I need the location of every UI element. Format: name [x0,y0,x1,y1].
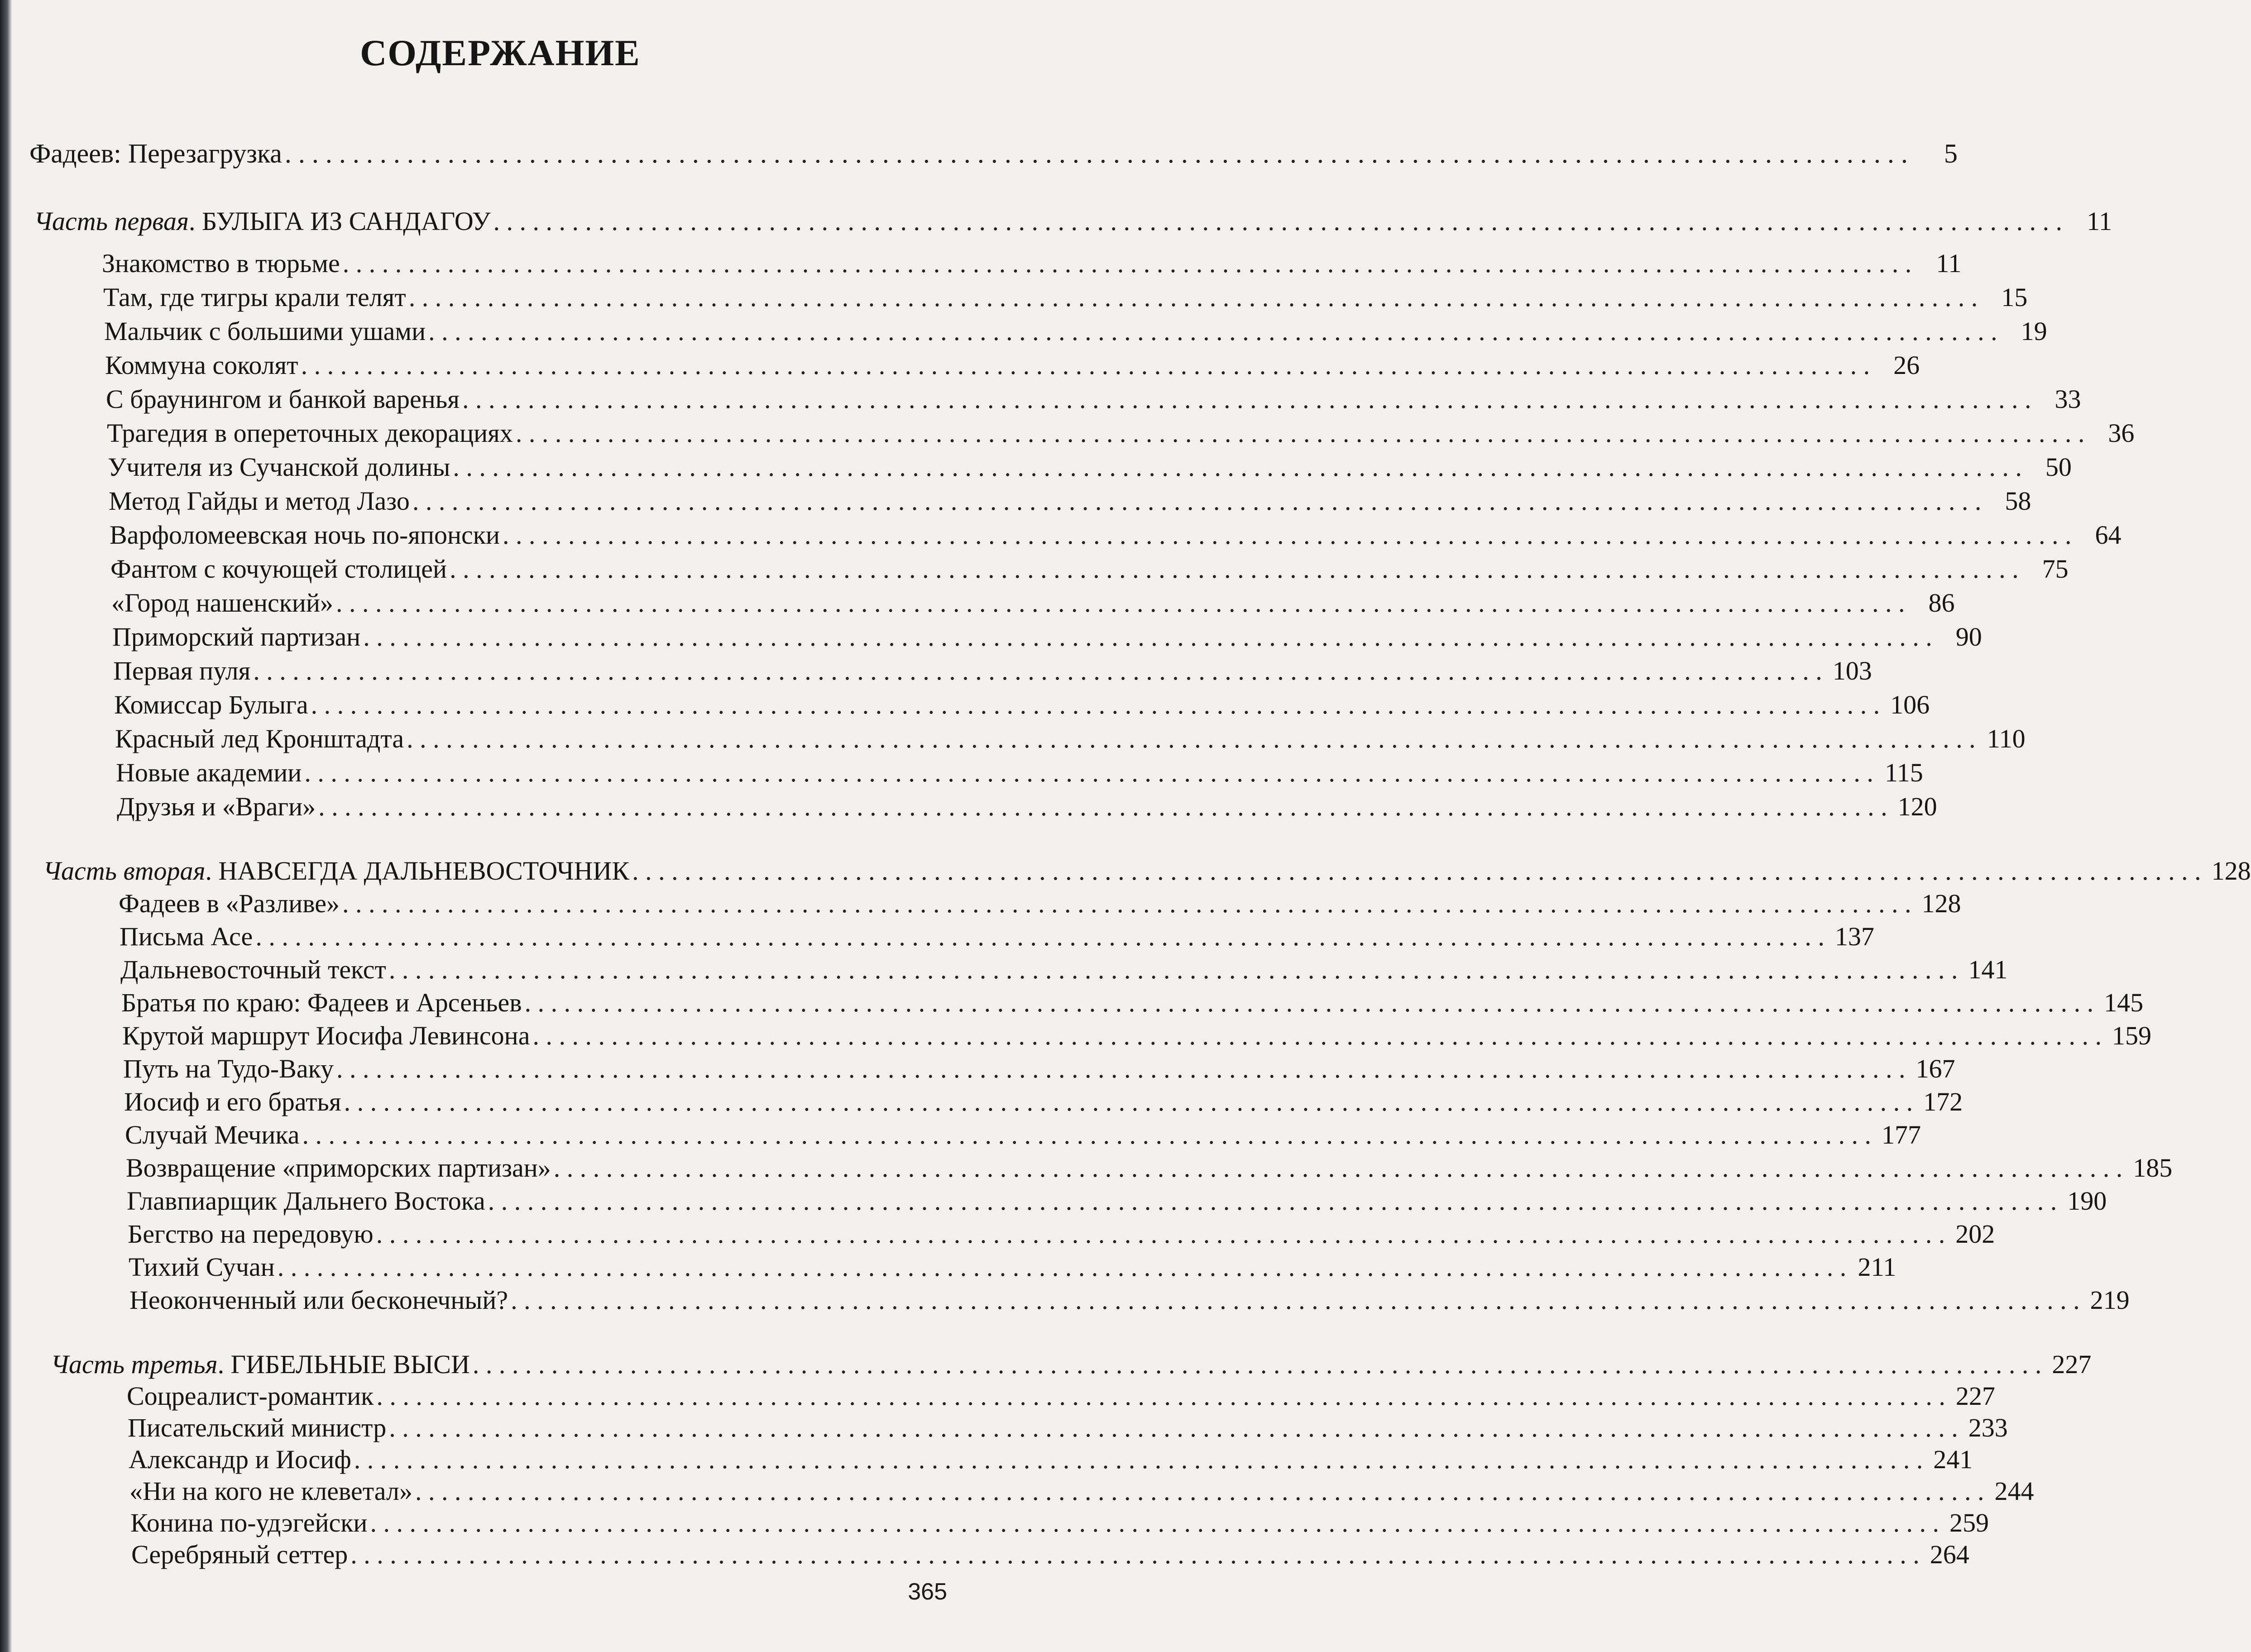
toc-entry [131,1539,1969,1570]
entry-title: Соцреалист-романтик [127,1381,374,1411]
page-number: 219 [2090,1285,2130,1315]
toc-entry [129,1252,1897,1282]
entry-title: Первая пуля [113,656,251,685]
page-number: 137 [1834,922,1874,951]
toc-entry [127,1381,1995,1411]
toc-entry [110,554,2069,584]
toc-entry [110,520,2122,550]
entry-title: Тихий Сучан [129,1252,275,1282]
part-title: БУЛЫГА ИЗ САНДАГОУ [201,206,491,236]
page-number: 227 [1955,1381,1995,1411]
dot-leader: . . . . . . . . . . . . . . . . . . . . . . . . . . . . . . . . . . . . . . . . . . . . . . . . . . . . . . . . . . . . . . . . . . . . . . . . . . . . . . . . . . . . . . . . . . . . . . . . . . . . . . . . . . . . . . . . . . . . . . . . [253,656,1822,685]
dot-leader: . . . . . . . . . . . . . . . . . . . . . . . . . . . . . . . . . . . . . . . . . . . . . . . . . . . . . . . . . . . . . . . . . . . . . . . . . . . . . . . . . . . . . . . . . . . . . . . . . . . . . . . . . . . . . . . . . . . . . . . . [318,792,1887,821]
page-number: 167 [1916,1054,1955,1083]
dot-leader: . . . . . . . . . . . . . . . . . . . . . . . . . . . . . . . . . . . . . . . . . . . . . . . . . . . . . . . . . . . . . . . . . . . . . . . . . . . . . . . . . . . . . . . . . . . . . . . . . . . . . . . . . . . . . . . . . . . . . . . . [412,486,1982,516]
page-number: 58 [2005,486,2031,516]
entry-title: Бегство на передовую [128,1219,374,1249]
dot-leader: . . . . . . . . . . . . . . . . . . . . . . . . . . . . . . . . . . . . . . . . . . . . . . . . . . . . . . . . . . . . . . . . . . . . . . . . . . . . . . . . . . . . . . . . . . . . . . . . . . . . . . . . . . . . . . . . . . . . . . . . [336,1054,1906,1083]
entry-title: Братья по краю: Фадеев и Арсеньев [121,988,522,1017]
page-number: 211 [1858,1252,1897,1282]
entry-title: С браунингом и банкой варенья [106,384,460,414]
dot-leader: . . . . . . . . . . . . . . . . . . . . . . . . . . . . . . . . . . . . . . . . . . . . . . . . . . . . . . . . . . . . . . . . . . . . . . . . . . . . . . . . . . . . . . . . . . . . . . . . . . . . . . . . . . . . . . . . . . . . . . . . [511,1285,2080,1315]
dot-leader: . . . . . . . . . . . . . . . . . . . . . . . . . . . . . . . . . . . . . . . . . . . . . . . . . . . . . . . . . . . . . . . . . . . . . . . . . . . . . . . . . . . . . . . . . . . . . . . . . . . . . . . . . . . . . . . . . . . . . . . . [255,922,1825,951]
page-number: 64 [2095,520,2122,550]
page-number: 233 [1968,1413,2008,1442]
dot-leader: . . . . . . . . . . . . . . . . . . . . . . . . . . . . . . . . . . . . . . . . . . . . . . . . . . . . . . . . . . . . . . . . . . . . . . . . . . . . . . . . . . . . . . . . . . . . . . . . . . . . . . . . . . . . . . . . . . . . . . . . [302,1120,1871,1149]
toc-entry [125,1120,1921,1150]
dot-leader: . . . . . . . . . . . . . . . . . . . . . . . . . . . . . . . . . . . . . . . . . . . . . . . . . . . . . . . . . . . . . . . . . . . . . . . . . . . . . . . . . . . . . . . . . . . . . . . . . . . . . . . . . . . . . . . . . . . . . . . . [515,418,2085,448]
dot-leader: . . . . . . . . . . . . . . . . . . . . . . . . . . . . . . . . . . . . . . . . . . . . . . . . . . . . . . . . . . . . . . . . . . . . . . . . . . . . . . . . . . . . . . . . . . . . . . . . . . . . . . . . . . . . . . . . . . . . . . . . [370,1508,1939,1537]
dot-leader: . . . . . . . . . . . . . . . . . . . . . . . . . . . . . . . . . . . . . . . . . . . . . . . . . . . . . . . . . . . . . . . . . . . . . . . . . . . . . . . . . . . . . . . . . . . . . . . . . . . . . . . . . . . . . . . . . . . . . . . . [462,384,2031,414]
dot-leader: . . . . . . . . . . . . . . . . . . . . . . . . . . . . . . . . . . . . . . . . . . . . . . . . . . . . . . . . . . . . . . . . . . . . . . . . . . . . . . . . . . . . . . . . . . . . . . . . . . . . . . . . . . . . . . . . . . . . . . . . [553,1153,2123,1183]
toc-entry [120,921,1874,952]
toc-entry [127,1186,2107,1216]
entry-title: Друзья и «Враги» [117,792,316,821]
page-number: 86 [1928,588,1955,618]
part-title: ГИБЕЛЬНЫЕ ВЫСИ [230,1350,470,1379]
page-number: 103 [1832,656,1872,685]
toc-entry [103,282,2028,312]
page-number: 33 [2055,384,2081,414]
entry-title: Комиссар Булыга [114,690,308,719]
page-number: 50 [2045,452,2072,482]
dot-leader: . . . . . . . . . . . . . . . . . . . . . . . . . . . . . . . . . . . . . . . . . . . . . . . . . . . . . . . . . . . . . . . . . . . . . . . . . . . . . . . . . . . . . . . . . . . . . . . . . . . . . . . . . . . . . . . . . . . . . . . . [363,622,1932,651]
page-number: 15 [2001,283,2028,312]
dot-leader: . . . . . . . . . . . . . . . . . . . . . . . . . . . . . . . . . . . . . . . . . . . . . . . . . . . . . . . . . . . . . . . . . . . . . . . . . . . . . . . . . . . . . . . . . . . . . . . . . . . . . . . . . . . . . . . . . . . . . . . . [376,1381,1945,1411]
toc-entry [124,1087,1963,1117]
toc-entry [114,690,1930,720]
page-number: 75 [2042,554,2069,584]
toc-entry [128,1413,2008,1443]
page-number: 141 [1968,955,2008,984]
part-label: Часть вторая [43,856,206,886]
page-number: 227 [2052,1350,2092,1379]
toc-entry [112,622,1982,652]
page-number: 26 [1893,350,1920,380]
part-label: Часть первая [34,206,189,236]
toc-entry [123,1053,1955,1084]
entry-title: «Ни на кого не клеветал» [129,1476,412,1506]
dot-leader: . . . . . . . . . . . . . . . . . . . . . . . . . . . . . . . . . . . . . . . . . . . . . . . . . . . . . . . . . . . . . . . . . . . . . . . . . . . . . . . . . . . . . . . . . . . . . . . . . . . . . . . . . . . . . . . . . . . . . . . . [389,1413,1958,1442]
dot-leader: . . . . . . . . . . . . . . . . . . . . . . . . . . . . . . . . . . . . . . . . . . . . . . . . . . . . . . . . . . . . . . . . . . . . . . . . . . . . . . . . . . . . . . . . . . . . . . . . . . . . . . . . . . . . . . . . . . . . . . . . [342,249,1912,278]
entry-title: Фантом с кочующей столицей [110,554,447,584]
dot-leader: . . . . . . . . . . . . . . . . . . . . . . . . . . . . . . . . . . . . . . . . . . . . . . . . . . . . . . . . . . . . . . . . . . . . . . . . . . . . . . . . . . . . . . . . . . . . . . . . . . . . . . . . . . . . . . . . . . . . . . . . [311,690,1880,719]
page-number: 106 [1890,690,1930,719]
page-number: 128 [1921,889,1961,918]
entry-title: «Город нашенский» [111,588,333,618]
entry-title: Приморский партизан [112,622,361,651]
page-gutter-shadow [0,0,12,1652]
dot-leader: . . . . . . . . . . . . . . . . . . . . . . . . . . . . . . . . . . . . . . . . . . . . . . . . . . . . . . . . . . . . . . . . . . . . . . . . . . . . . . . . . . . . . . . . . . . . . . . . . . . . . . . . . . . . . . . . . . . . . . . . [408,283,1978,312]
entry-title: Метод Гайды и метод Лазо [109,486,410,516]
page-number: 145 [2104,988,2144,1017]
dot-leader: . . . . . . . . . . . . . . . . . . . . . . . . . . . . . . . . . . . . . . . . . . . . . . . . . . . . . . . . . . . . . . . . . . . . . . . . . . . . . . . . . . . . . . . . . . . . . . . . . . . . . . . . . . . . . . . . . . . . . . . . [632,856,2201,886]
page-number: 190 [2067,1186,2107,1216]
dot-leader: . . . . . . . . . . . . . . . . . . . . . . . . . . . . . . . . . . . . . . . . . . . . . . . . . . . . . . . . . . . . . . . . . . . . . . . . . . . . . . . . . . . . . . . . . . . . . . . . . . . . . . . . . . . . . . . . . . . . . . . . [472,1350,2042,1379]
toc-entry [102,248,1962,278]
toc-entry [117,791,1937,822]
page-number: 120 [1897,792,1937,821]
dot-leader: . . . . . . . . . . . . . . . . . . . . . . . . . . . . . . . . . . . . . . . . . . . . . . . . . . . . . . . . . . . . . . . . . . . . . . . . . . . . . . . . . . . . . . . . . . . . . . . . . . . . . . . . . . . . . . . . . . . . . . . . [304,758,1873,787]
entry-title: Иосиф и его братья [124,1087,341,1116]
entry-title: Коммуна соколят [105,350,298,380]
entry-title: Мальчик с большими ушами [104,316,426,346]
entry-title: Знакомство в тюрьме [102,249,340,278]
entry-title: Трагедия в опереточных декорациях [107,418,513,448]
entry-title: Красный лед Кронштадта [115,724,404,753]
entry-title: Путь на Тудо-Ваку [123,1054,334,1083]
entry-title: Конина по-удэгейски [130,1508,368,1537]
entry-title: Возвращение «приморских партизан» [126,1153,551,1183]
page-number: 19 [2021,316,2047,346]
toc-entry [122,1020,2151,1051]
page-number: 110 [1987,724,2026,753]
dot-leader: . . . . . . . . . . . . . . . . . . . . . . . . . . . . . . . . . . . . . . . . . . . . . . . . . . . . . . . . . . . . . . . . . . . . . . . . . . . . . . . . . . . . . . . . . . . . . . . . . . . . . . . . . . . . . . . . . . . . . . . . [503,520,2072,550]
entry-title: Письма Асе [120,922,253,951]
dot-leader: . . . . . . . . . . . . . . . . . . . . . . . . . . . . . . . . . . . . . . . . . . . . . . . . . . . . . . . . . . . . . . . . . . . . . . . . . . . . . . . . . . . . . . . . . . . . . . . . . . . . . . . . . . . . . . . . . . . . . . . . [524,988,2094,1017]
toc-page [18,0,2251,1652]
entry-title: Александр и Иосиф [129,1445,351,1474]
entry-title: Новые академии [116,758,302,787]
page-number: 5 [1944,139,1958,168]
dot-leader: . . . . . . . . . . . . . . . . . . . . . . . . . . . . . . . . . . . . . . . . . . . . . . . . . . . . . . . . . . . . . . . . . . . . . . . . . . . . . . . . . . . . . . . . . . . . . . . . . . . . . . . . . . . . . . . . . . . . . . . . [350,1540,1920,1569]
dot-leader: . . . . . . . . . . . . . . . . . . . . . . . . . . . . . . . . . . . . . . . . . . . . . . . . . . . . . . . . . . . . . . . . . . . . . . . . . . . . . . . . . . . . . . . . . . . . . . . . . . . . . . . . . . . . . . . . . . . . . . . . [407,724,1976,753]
page-folio-number: 365 [908,1579,947,1605]
entry-title: Дальневосточный текст [120,955,386,984]
page-number: 259 [1949,1508,1989,1537]
entry-title: Варфоломеевская ночь по-японски [110,520,500,550]
toc-entry [126,1153,2173,1183]
page-number: 11 [1936,249,1962,278]
page-number: 11 [2087,206,2112,236]
part-title: НАВСЕГДА ДАЛЬНЕВОСТОЧНИК [218,856,630,886]
dot-leader: . . . . . . . . . . . . . . . . . . . . . . . . . . . . . . . . . . . . . . . . . . . . . . . . . . . . . . . . . . . . . . . . . . . . . . . . . . . . . . . . . . . . . . . . . . . . . . . . . . . . . . . . . . . . . . . . . . . . . . . . [428,316,1997,346]
dot-leader: . . . . . . . . . . . . . . . . . . . . . . . . . . . . . . . . . . . . . . . . . . . . . . . . . . . . . . . . . . . . . . . . . . . . . . . . . . . . . . . . . . . . . . . . . . . . . . . . . . . . . . . . . . . . . . . . . . . . . . . . [344,1087,1913,1116]
toc-part-1: Часть первая. БУЛЫГА ИЗ САНДАГОУ . . . . . . . . . . . . . . . . . . . . . . . . . . . . . . . . . . . . . . . . . . . . . . . . . . . . . . . . . . . . . . . . . . . . . . . . . . . . . . . . . . . . . . . . . . . . . . . . . . . . . . . . . . . . . . . . . . . . . . . . 11 [34,206,2112,236]
toc-entry [120,954,2008,985]
dot-leader: . . . . . . . . . . . . . . . . . . . . . . . . . . . . . . . . . . . . . . . . . . . . . . . . . . . . . . . . . . . . . . . . . . . . . . . . . . . . . . . . . . . . . . . . . . . . . . . . . . . . . . . . . . . . . . . . . . . . . . . . [336,588,1905,618]
dot-leader: . . . . . . . . . . . . . . . . . . . . . . . . . . . . . . . . . . . . . . . . . . . . . . . . . . . . . . . . . . . . . . . . . . . . . . . . . . . . . . . . . . . . . . . . . . . . . . . . . . . . . . . . . . . . . . . . . . . . . . . . [342,889,1911,918]
page-number: 177 [1881,1120,1921,1149]
toc-entry [121,987,2144,1018]
toc-entry [108,452,2072,482]
entry-title: Фадеев: Перезагрузка [29,139,282,168]
entry-title: Неоконченный или бесконечный? [129,1285,508,1315]
dot-leader: . . . . . . . . . . . . . . . . . . . . . . . . . . . . . . . . . . . . . . . . . . . . . . . . . . . . . . . . . . . . . . . . . . . . . . . . . . . . . . . . . . . . . . . . . . . . . . . . . . . . . . . . . . . . . . . . . . . . . . . . [284,139,1908,168]
toc-entry [115,723,2026,754]
toc-entry [129,1476,2034,1506]
toc-entry [104,316,2047,346]
toc-part-3: Часть третья. ГИБЕЛЬНЫЕ ВЫСИ . . . . . . . . . . . . . . . . . . . . . . . . . . . . . . . . . . . . . . . . . . . . . . . . . . . . . . . . . . . . . . . . . . . . . . . . . . . . . . . . . . . . . . . . . . . . . . . . . . . . . . . . . . . . . . . . . . . . . . . . 227 [51,1350,2092,1379]
dot-leader: . . . . . . . . . . . . . . . . . . . . . . . . . . . . . . . . . . . . . . . . . . . . . . . . . . . . . . . . . . . . . . . . . . . . . . . . . . . . . . . . . . . . . . . . . . . . . . . . . . . . . . . . . . . . . . . . . . . . . . . . [493,206,2063,236]
toc-entry [111,588,1955,618]
toc-part-2: Часть вторая. НАВСЕГДА ДАЛЬНЕВОСТОЧНИК . . . . . . . . . . . . . . . . . . . . . . . . . . . . . . . . . . . . . . . . . . . . . . . . . . . . . . . . . . . . . . . . . . . . . . . . . . . . . . . . . . . . . . . . . . . . . . . . . . . . . . . . . . . . . . . . . . . . . . . . 128 [43,856,2251,886]
entry-title: Серебряный сеттер [131,1540,348,1569]
entry-title: Крутой маршрут Иосифа Левинсона [122,1021,530,1050]
entry-title: Там, где тигры крали телят [103,283,406,312]
toc-entry [130,1508,1989,1538]
dot-leader: . . . . . . . . . . . . . . . . . . . . . . . . . . . . . . . . . . . . . . . . . . . . . . . . . . . . . . . . . . . . . . . . . . . . . . . . . . . . . . . . . . . . . . . . . . . . . . . . . . . . . . . . . . . . . . . . . . . . . . . . [450,554,2019,584]
page-number: 90 [1955,622,1982,651]
entry-title: Случай Мечика [125,1120,300,1149]
dot-leader: . . . . . . . . . . . . . . . . . . . . . . . . . . . . . . . . . . . . . . . . . . . . . . . . . . . . . . . . . . . . . . . . . . . . . . . . . . . . . . . . . . . . . . . . . . . . . . . . . . . . . . . . . . . . . . . . . . . . . . . . [453,452,2022,482]
page-number: 115 [1884,758,1923,787]
dot-leader: . . . . . . . . . . . . . . . . . . . . . . . . . . . . . . . . . . . . . . . . . . . . . . . . . . . . . . . . . . . . . . . . . . . . . . . . . . . . . . . . . . . . . . . . . . . . . . . . . . . . . . . . . . . . . . . . . . . . . . . . [301,350,1870,380]
toc-entry [106,384,2081,414]
page-title: СОДЕРЖАНИЕ [360,32,641,73]
toc-entry [116,757,1923,788]
toc-entry [129,1285,2130,1315]
entry-title: Фадеев в «Разливе» [119,889,340,918]
toc-entry [105,350,1920,380]
dot-leader: . . . . . . . . . . . . . . . . . . . . . . . . . . . . . . . . . . . . . . . . . . . . . . . . . . . . . . . . . . . . . . . . . . . . . . . . . . . . . . . . . . . . . . . . . . . . . . . . . . . . . . . . . . . . . . . . . . . . . . . . [415,1476,1984,1506]
dot-leader: . . . . . . . . . . . . . . . . . . . . . . . . . . . . . . . . . . . . . . . . . . . . . . . . . . . . . . . . . . . . . . . . . . . . . . . . . . . . . . . . . . . . . . . . . . . . . . . . . . . . . . . . . . . . . . . . . . . . . . . . [532,1021,2102,1050]
entry-title: Учителя из Сучанской долины [108,452,450,482]
toc-entry [109,486,2031,516]
dot-leader: . . . . . . . . . . . . . . . . . . . . . . . . . . . . . . . . . . . . . . . . . . . . . . . . . . . . . . . . . . . . . . . . . . . . . . . . . . . . . . . . . . . . . . . . . . . . . . . . . . . . . . . . . . . . . . . . . . . . . . . . [277,1252,1847,1282]
toc-entry [129,1444,1973,1475]
entry-title: Главпиарщик Дальнего Востока [127,1186,485,1216]
entry-title: Писательский министр [128,1413,387,1442]
page-number: 202 [1955,1219,1995,1249]
toc-entry [113,656,1872,686]
toc-entry [128,1219,1995,1249]
toc-entry [119,888,1961,919]
page-number: 241 [1933,1445,1973,1474]
toc-entry-intro [29,138,1958,169]
part-label: Часть третья [51,1350,218,1379]
page-number: 264 [1930,1540,1969,1569]
page-number: 172 [1923,1087,1963,1116]
page-number: 159 [2112,1021,2151,1050]
toc-entry [107,418,2135,448]
page-number: 36 [2108,418,2135,448]
page-number: 244 [1994,1476,2034,1506]
dot-leader: . . . . . . . . . . . . . . . . . . . . . . . . . . . . . . . . . . . . . . . . . . . . . . . . . . . . . . . . . . . . . . . . . . . . . . . . . . . . . . . . . . . . . . . . . . . . . . . . . . . . . . . . . . . . . . . . . . . . . . . . [376,1219,1945,1249]
dot-leader: . . . . . . . . . . . . . . . . . . . . . . . . . . . . . . . . . . . . . . . . . . . . . . . . . . . . . . . . . . . . . . . . . . . . . . . . . . . . . . . . . . . . . . . . . . . . . . . . . . . . . . . . . . . . . . . . . . . . . . . . [354,1445,1923,1474]
page-number: 185 [2133,1153,2173,1183]
dot-leader: . . . . . . . . . . . . . . . . . . . . . . . . . . . . . . . . . . . . . . . . . . . . . . . . . . . . . . . . . . . . . . . . . . . . . . . . . . . . . . . . . . . . . . . . . . . . . . . . . . . . . . . . . . . . . . . . . . . . . . . . [388,955,1958,984]
dot-leader: . . . . . . . . . . . . . . . . . . . . . . . . . . . . . . . . . . . . . . . . . . . . . . . . . . . . . . . . . . . . . . . . . . . . . . . . . . . . . . . . . . . . . . . . . . . . . . . . . . . . . . . . . . . . . . . . . . . . . . . . [488,1186,2057,1216]
page-number: 128 [2211,856,2251,886]
